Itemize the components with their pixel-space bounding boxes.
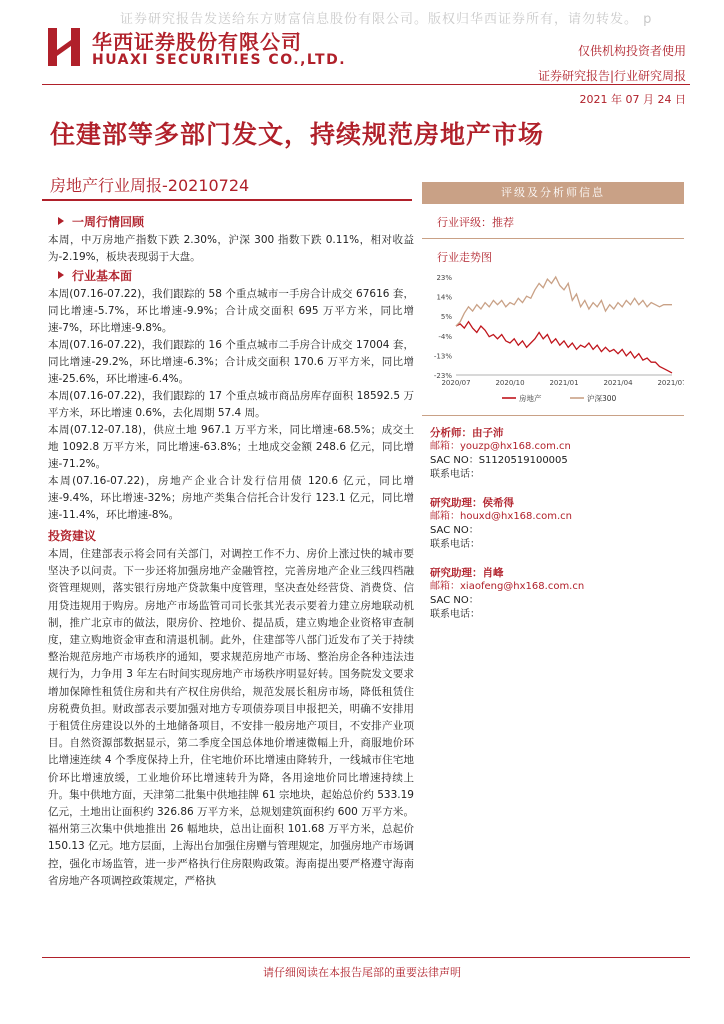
report-date: 2021 年 07 月 24 日: [579, 93, 686, 106]
page-title: 住建部等多部门发文，持续规范房地产市场: [50, 120, 545, 149]
watermark-text: 证券研究报告发送给东方财富信息股份有限公司。版权归华西证券所有，请勿转发。 p: [120, 12, 653, 27]
company-logo-icon: [46, 26, 82, 68]
section-heading-market: 一周行情回顾: [48, 214, 414, 231]
header-divider: [42, 84, 690, 85]
fundamentals-paragraph: 本周(07.16-07.22)，我们跟踪的 17 个重点城市商品房库存面积 18592.5 万平方米，环比增速 0.6%，去化周期 57.4 周。: [48, 390, 414, 419]
triangle-bullet-icon: [58, 271, 64, 279]
legal-disclaimer-footer: 请仔细阅读在本报告尾部的重要法律声明: [263, 966, 461, 979]
market-review-paragraph: 本周，中万房地产指数下跌 2.30%，沪深 300 指数下跌 0.11%，相对收益为-2.19%，板块表现弱于大盘。: [48, 234, 414, 263]
trend-chart-svg: [422, 271, 684, 411]
analyst-phone: 联系电话：: [430, 469, 480, 480]
section-heading-fundamentals: 行业基本面: [48, 268, 414, 285]
main-content: [48, 212, 414, 890]
investment-paragraph: 本周，住建部表示将会同有关部门，对调控工作不力、房价上涨过快的城市要坚决予以问责。下一步还将加强房地产金融管控，完善房地产企业三线四档融资管理规则，落实银行房地产贷款集中度管理，坚决查处经营贷、消费贷、信用贷违规用于购房。房地产市场监管司司长张其光表示要着力建立房地联动机制，推广北京市的做法，限房价、控地价、提品质，建立购地企业资格审查制度，建立购地资金审查和清退机制。此外，住建部等八部门近发布了关于持续整治规范房地产市场秩序的通知，要求规范房地产市场、整治房企各种违法违规行为，力争用 3 年左右时间实现房地产市场秩序明显好转。国务院发文要求增加保障性租赁住房和共有产权住房供给，规范发展长租房市场，降低租赁住房税费负担。财政部表示要加强对地方专项债券项目申报把关，明确不安排用于租赁住房建设以外的土地储备项目，不安排一般房地产项目，不安排产业项目。自然资源部数据显示，第二季度全国总体地价增速微幅上升，商服地价环比增速连续 4 个季度保持上升，住宅地价环比增速由降转升，一线城市住宅地价环比增速放缓，工业地价环比增速转升为降，各用途地价同比增速持续上升。集中供地方面，天津第二批集中供地挂牌 61 宗地块，起始总价约 533.19 亿元，土地出让面积约 326.86 万平方米，总规划建筑面积约 600 万平方米。福州第三次集中供地推出 26 幅地块，总出让面积 101.68 万平方米，总起价 150.13 亿元。地方层面，上海出台加强住房赠与管理规定，加强房地产市场调控，强化市场监管，进一步严格执行住房限购政策。海南提出要严格遵守海南省房地产各项调控政策规定，严格执: [48, 548, 414, 887]
x-tick-label: 2021/04: [603, 379, 633, 387]
analyst-email[interactable]: 邮箱：youzp@hx168.com.cn: [430, 441, 571, 452]
institution-only-note: 仅供机构投资者使用: [577, 44, 686, 58]
x-tick-label: 2020/07: [441, 379, 471, 387]
x-tick-label: 2021/01: [549, 379, 579, 387]
fundamentals-paragraph: 本周(07.16-07.22)，我们跟踪的 58 个重点城市一手房合计成交 67616 套，同比增速-5.7%，环比增速-9.9%；合计成交面积 695 万平方米，同比增速-7%，环比增速-9.8%。: [48, 288, 414, 334]
trend-chart-title: 行业走势图: [437, 251, 492, 264]
legend-label: 沪深300: [587, 394, 617, 403]
y-tick-label: 14%: [436, 293, 452, 302]
industry-rating: 行业评级：推荐: [437, 216, 514, 229]
assistant-name: 研究助理：肖峰: [430, 567, 504, 579]
fundamentals-paragraph: 本周(07.16-07.22)，我们跟踪的 16 个重点城市二手房合计成交 17004 套，同比增速-29.2%，环比增速-6.3%；合计成交面积 170.6 万平方米，同比增速-25.6%，环比增速-6.4%。: [48, 339, 414, 385]
y-tick-label: -13%: [433, 352, 452, 361]
fundamentals-paragraph: 本周(07.16-07.22)，房地产企业合计发行信用债 120.6 亿元，同比增速-9.4%，环比增速-32%；房地产类集合信托合计发行 123.1 亿元，同比增速-11.4%，环比增速-8%。: [48, 475, 414, 521]
sidebar-divider: [422, 415, 684, 416]
report-type: 证券研究报告|行业研究周报: [537, 69, 686, 83]
assistant-email[interactable]: 邮箱：houxd@hx168.com.cn: [430, 511, 572, 522]
analyst-block: [430, 426, 684, 622]
assistant-phone: 联系电话：: [430, 539, 480, 550]
sidebar: [422, 182, 684, 622]
series-line-real-estate: [456, 322, 672, 373]
legend-label: 房地产: [519, 394, 542, 403]
triangle-bullet-icon: [58, 217, 64, 225]
fundamentals-paragraph: 本周(07.12-07.18)，供应土地 967.1 万平方米，同比增速-68.5%；成交土地 1092.8 万平方米，同比增速-63.8%；土地成交金额 248.6 亿元，同比增速-71.2%。: [48, 424, 414, 470]
x-tick-label: 2020/10: [495, 379, 525, 387]
assistant-phone: 联系电话：: [430, 609, 480, 620]
y-tick-label: -4%: [438, 332, 452, 341]
assistant-sac: SAC NO：: [430, 525, 479, 536]
rating-header: 评级及分析师信息: [422, 182, 684, 204]
analyst-sac: SAC NO：S1120519100005: [430, 455, 568, 466]
y-tick-label: 5%: [440, 313, 452, 322]
analyst-name: 分析师：由子沛: [430, 427, 504, 439]
company-name-en: HUAXI SECURITIES CO.,LTD.: [92, 52, 347, 68]
y-tick-label: 23%: [436, 274, 452, 282]
report-subtitle: 房地产行业周报-20210724: [50, 176, 250, 195]
assistant-name: 研究助理：侯希得: [430, 497, 514, 509]
footer-divider: [42, 957, 690, 958]
company-name-cn: 华西证券股份有限公司: [92, 30, 302, 54]
x-tick-label: 2021/07: [657, 379, 684, 387]
sidebar-divider: [422, 238, 684, 239]
series-line-csi300: [456, 277, 672, 326]
y-tick-label: -23%: [433, 372, 452, 380]
section-heading-investment: 投资建议: [48, 529, 97, 543]
subtitle-divider: [42, 199, 412, 201]
assistant-email[interactable]: 邮箱：xiaofeng@hx168.com.cn: [430, 581, 585, 592]
trend-chart: [422, 271, 684, 411]
assistant-sac: SAC NO：: [430, 595, 479, 606]
